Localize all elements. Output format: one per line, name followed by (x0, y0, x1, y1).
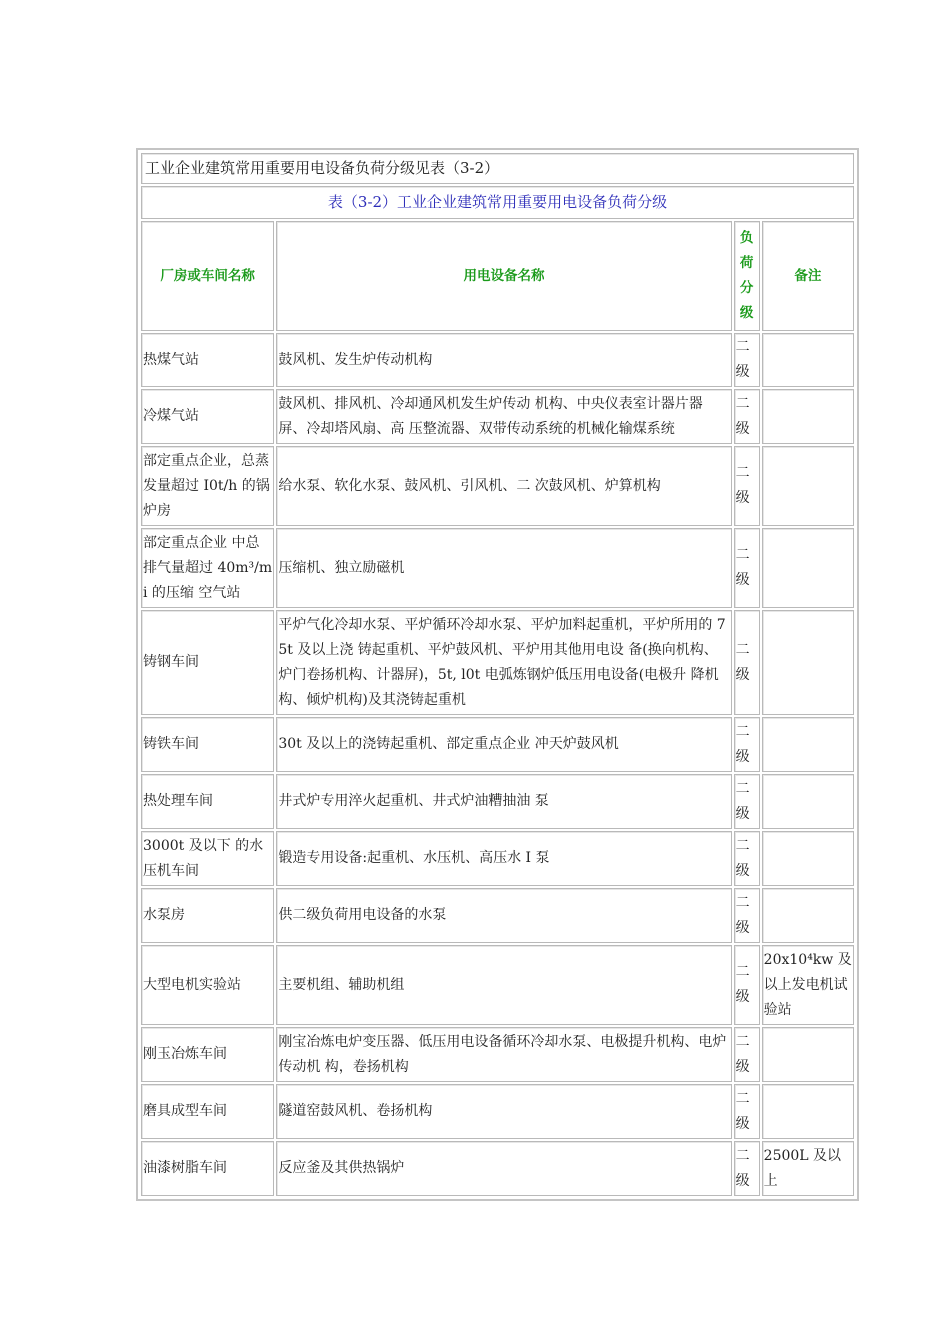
cell-equipment: 锻造专用设备:起重机、水压机、高压水 I 泵 (276, 831, 731, 886)
cell-workshop: 铸钢车间 (141, 610, 274, 715)
table-row (141, 1084, 854, 1139)
cell-notes (762, 333, 854, 387)
header-level: 负荷分级 (734, 221, 760, 331)
cell-workshop: 部定重点企业，总蒸发量超过 I0t/h 的锅炉房 (141, 446, 274, 526)
cell-workshop: 热煤气站 (141, 333, 274, 387)
table-row (141, 1027, 854, 1082)
cell-notes (762, 831, 854, 886)
cell-equipment: 隧道窑鼓风机、卷扬机构 (276, 1084, 731, 1139)
table-row (141, 945, 854, 1025)
cell-notes (762, 528, 854, 608)
cell-workshop: 水泵房 (141, 888, 274, 943)
cell-workshop: 部定重点企业 中总排气量超过 40m³/mi 的压缩 空气站 (141, 528, 274, 608)
cell-workshop: 热处理车间 (141, 774, 274, 829)
cell-notes (762, 1027, 854, 1082)
table-row (141, 389, 854, 444)
table-row (141, 446, 854, 526)
table-row (141, 717, 854, 772)
table-row (141, 774, 854, 829)
cell-notes (762, 610, 854, 715)
cell-workshop: 冷煤气站 (141, 389, 274, 444)
cell-equipment: 刚宝冶炼电炉变压器、低压用电设备循环冷却水泵、电极提升机构、电炉传动机 构，卷扬机构 (276, 1027, 731, 1082)
cell-level: 二级 (734, 389, 760, 444)
cell-level: 二级 (734, 888, 760, 943)
cell-workshop: 油漆树脂车间 (141, 1141, 274, 1196)
table-row (141, 528, 854, 608)
cell-workshop: 大型电机实验站 (141, 945, 274, 1025)
load-classification-table (139, 151, 856, 1198)
cell-workshop: 磨具成型车间 (141, 1084, 274, 1139)
table-caption: 表（3-2）工业企业建筑常用重要用电设备负荷分级 (141, 186, 854, 219)
header-workshop: 厂房或车间名称 (141, 221, 274, 331)
cell-notes (762, 446, 854, 526)
cell-equipment: 供二级负荷用电设备的水泵 (276, 888, 731, 943)
cell-level: 二级 (734, 717, 760, 772)
cell-workshop: 铸铁车间 (141, 717, 274, 772)
cell-equipment: 给水泵、软化水泵、鼓风机、引风机、二 次鼓风机、炉算机构 (276, 446, 731, 526)
cell-notes (762, 1084, 854, 1139)
cell-level: 二级 (734, 446, 760, 526)
cell-equipment: 鼓风机、发生炉传动机构 (276, 333, 731, 387)
cell-level: 二级 (734, 1027, 760, 1082)
cell-level: 二级 (734, 528, 760, 608)
cell-workshop: 3000t 及以下 的水压机车间 (141, 831, 274, 886)
cell-notes (762, 888, 854, 943)
cell-notes (762, 717, 854, 772)
cell-workshop: 刚玉冶炼车间 (141, 1027, 274, 1082)
cell-equipment: 压缩机、独立励磁机 (276, 528, 731, 608)
document (136, 148, 859, 1201)
table-row (141, 831, 854, 886)
header-notes: 备注 (762, 221, 854, 331)
table-row (141, 333, 854, 387)
cell-level: 二级 (734, 831, 760, 886)
cell-notes: 20x10⁴kw 及以上发电机试验站 (762, 945, 854, 1025)
cell-notes (762, 774, 854, 829)
cell-notes (762, 389, 854, 444)
cell-equipment: 井式炉专用淬火起重机、井式炉油糟抽油 泵 (276, 774, 731, 829)
header-equipment: 用电设备名称 (276, 221, 731, 331)
table-row (141, 1141, 854, 1196)
table-row (141, 610, 854, 715)
cell-equipment: 平炉气化冷却水泵、平炉循环冷却水泵、平炉加料起重机，平炉所用的 75t 及以上浇 铸起重机、平炉鼓风机、平炉用其他用电设 备(换向机构、炉门卷扬机构、计器屏)，5t, l0t 电弧炼钢炉低压用电设备(电极升 降机构、倾炉机构)及其浇铸起重机 (276, 610, 731, 715)
cell-notes: 2500L 及以上 (762, 1141, 854, 1196)
cell-equipment: 反应釜及其供热锅炉 (276, 1141, 731, 1196)
cell-level: 二级 (734, 1141, 760, 1196)
table-row (141, 888, 854, 943)
cell-equipment: 鼓风机、排风机、冷却通风机发生炉传动 机构、中央仪表室计器片器屏、冷却塔风扇、高 压整流器、双带传动系统的机械化输煤系统 (276, 389, 731, 444)
cell-equipment: 30t 及以上的浇铸起重机、部定重点企业 冲天炉鼓风机 (276, 717, 731, 772)
cell-level: 二级 (734, 1084, 760, 1139)
cell-level: 二级 (734, 333, 760, 387)
cell-equipment: 主要机组、辅助机组 (276, 945, 731, 1025)
cell-level: 二级 (734, 610, 760, 715)
document-title: 工业企业建筑常用重要用电设备负荷分级见表（3-2） (141, 153, 854, 184)
cell-level: 二级 (734, 945, 760, 1025)
cell-level: 二级 (734, 774, 760, 829)
table-frame (136, 148, 859, 1201)
